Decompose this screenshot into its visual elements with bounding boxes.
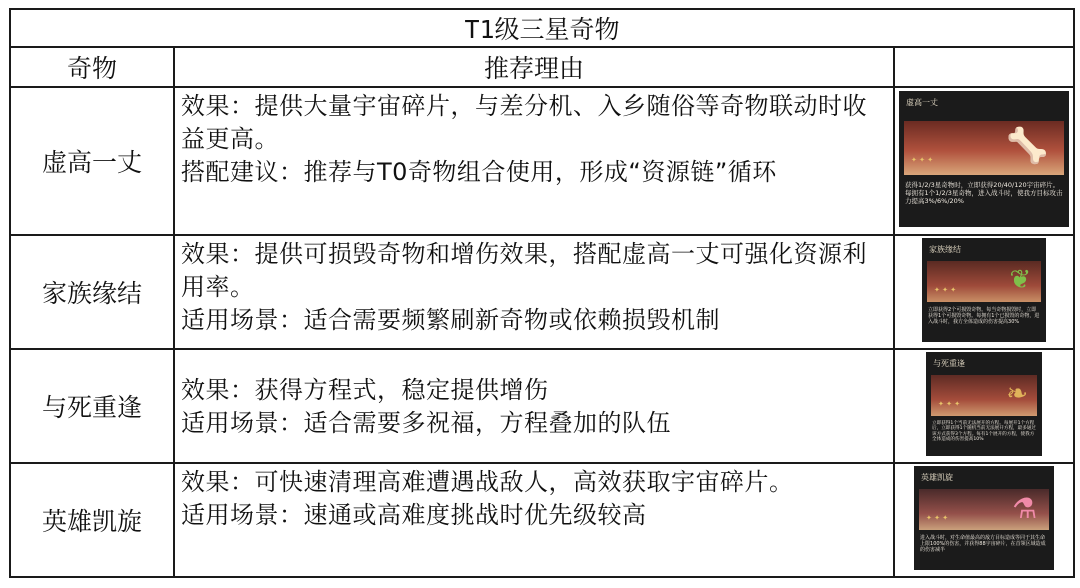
green-knot-icon: ❦ (1009, 265, 1032, 296)
tier-table (9, 8, 1075, 578)
reason-line: 效果：提供可损毁奇物和增伤效果，搭配虚高一丈可强化资源利用率。 (181, 240, 867, 301)
item-name: 与死重逢 (10, 349, 174, 463)
item-name: 家族缘结 (10, 235, 174, 349)
item-card-cell (894, 349, 1074, 463)
card-title: 英雄凯旋 (921, 473, 954, 482)
card-desc: 进入战斗时，对生命值最高的敌方目标造成等同于其生命上限100%的伤害，并获得88宇宙碎片，在首领区域造成的伤害减半 (920, 534, 1046, 553)
item-reason (174, 349, 894, 463)
item-name: 英雄凯旋 (10, 463, 174, 577)
item-card-image (922, 238, 1046, 342)
table-row (10, 463, 1074, 577)
header-image (894, 47, 1074, 87)
table-row (10, 235, 1074, 349)
card-stars: ✦ ✦ ✦ (938, 400, 961, 409)
card-title: 与死重逢 (933, 359, 966, 368)
header-item: 奇物 (10, 47, 174, 87)
card-desc: 立即获得1个当前无法展开的方程。每展开1个方程后，立即获得1个随机当前无法展开方程，最多通过该方式获得3个方程。每有1个展开的方程，使我方全体造成的伤害提高10% (932, 420, 1037, 443)
item-name: 虚高一丈 (10, 87, 174, 235)
reason-line: 适用场景：速通或高难度挑战时优先级较高 (181, 501, 647, 529)
table-row (10, 349, 1074, 463)
item-card-cell (894, 463, 1074, 577)
item-reason (174, 87, 894, 235)
header-reason: 推荐理由 (174, 47, 894, 87)
reason-line: 适用场景：适合需要频繁刷新奇物或依赖损毁机制 (181, 306, 720, 334)
reason-line: 效果：可快速清理高难遭遇战敌人，高效获取宇宙碎片。 (181, 468, 794, 496)
card-stars: ✦ ✦ ✦ (934, 286, 957, 295)
item-card-image (899, 91, 1069, 227)
card-desc: 获得1/2/3星奇物时，立即获得20/40/120宇宙碎片。每拥有1个1/2/3星奇物，进入战斗时，使我方目标攻击力提高3%/6%/20% (905, 180, 1063, 205)
item-reason (174, 235, 894, 349)
table-title: T1级三星奇物 (10, 9, 1074, 47)
item-card-cell (894, 235, 1074, 349)
feather-charm-icon: ❧ (1006, 379, 1029, 410)
card-stars: ✦ ✦ ✦ (926, 514, 949, 523)
reason-line: 适用场景：适合需要多祝福，方程叠加的队伍 (181, 409, 671, 437)
card-title: 虚高一丈 (906, 98, 939, 107)
card-desc: 立即获得2个可损毁奇物。每当奇物损毁时，立即获得1个可损毁奇物。每拥有1个已损毁的奇物，进入战斗时，我方全体造成的伤害提高30% (928, 306, 1040, 325)
item-card-image (926, 352, 1042, 456)
item-reason (174, 463, 894, 577)
card-stars: ✦ ✦ ✦ (911, 156, 934, 165)
item-card-cell (894, 87, 1074, 235)
reason-line: 效果：获得方程式，稳定提供增伤 (181, 376, 549, 404)
item-card-image (914, 466, 1054, 570)
recommendation-table-wrapper (9, 8, 1073, 578)
reason-line: 搭配建议：推荐与T0奇物组合使用，形成“资源链”循环 (181, 158, 777, 186)
pink-potion-icon: ⚗ (1012, 492, 1038, 526)
table-row (10, 87, 1074, 235)
skeleton-dragon-icon: 🦴 (1006, 126, 1049, 167)
card-title: 家族缘结 (929, 245, 962, 254)
reason-line: 效果：提供大量宇宙碎片，与差分机、入乡随俗等奇物联动时收益更高。 (181, 92, 867, 153)
